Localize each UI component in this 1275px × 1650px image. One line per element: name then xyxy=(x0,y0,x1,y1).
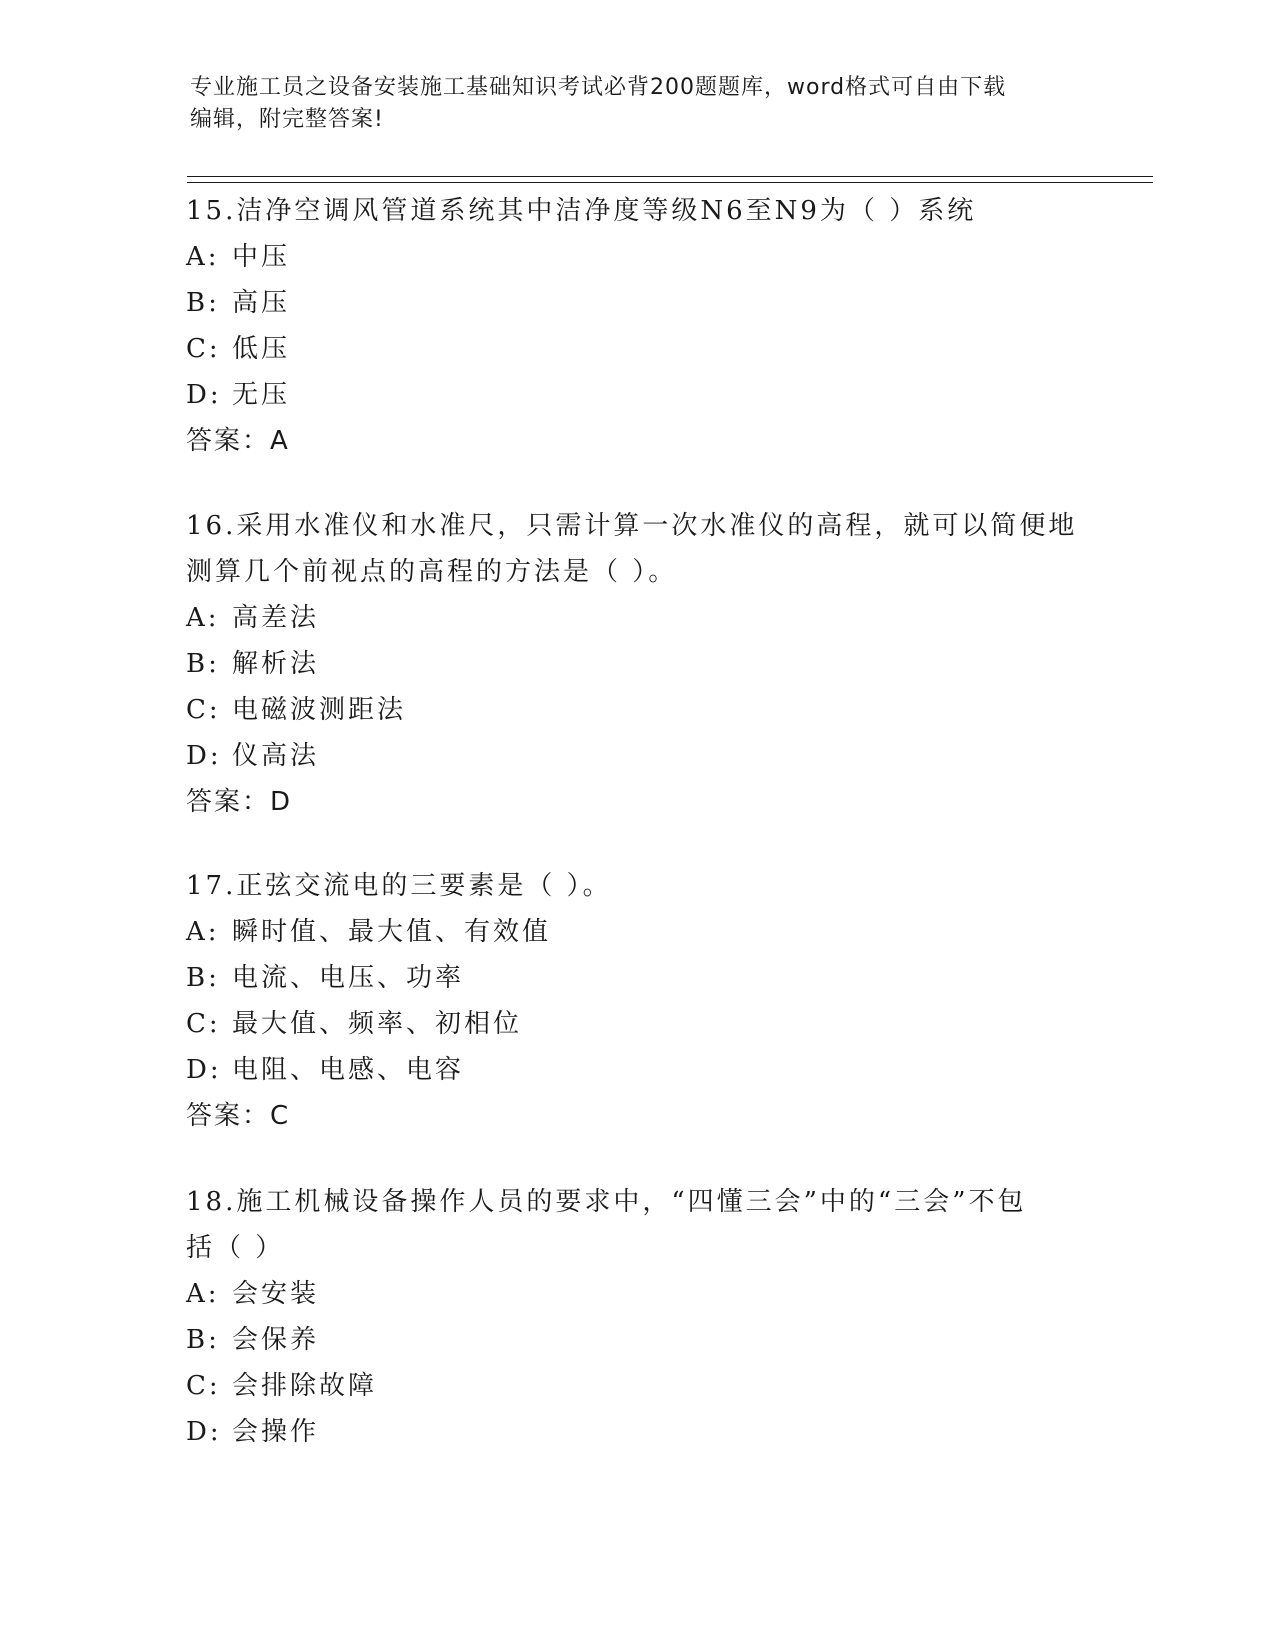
option-letter: B: xyxy=(186,649,220,679)
header-line-2: 编辑，附完整答案! xyxy=(190,107,384,132)
option-b xyxy=(186,280,1086,326)
answer-line: 答案：A xyxy=(186,426,290,456)
option-text: 低压 xyxy=(232,334,291,364)
question-text: 15.洁净空调风管道系统其中洁净度等级N6至N9为（ ）系统 xyxy=(186,196,977,226)
option-a xyxy=(186,234,1086,280)
option-b xyxy=(186,955,1086,1001)
question-text: 17.正弦交流电的三要素是（ ）。 xyxy=(186,871,612,901)
question-17 xyxy=(186,863,1086,1139)
option-text: 最大值、频率、初相位 xyxy=(232,1009,523,1039)
option-letter: C: xyxy=(186,1371,221,1401)
question-18 xyxy=(186,1179,1086,1455)
question-16 xyxy=(186,503,1086,825)
option-c xyxy=(186,326,1086,372)
option-c xyxy=(186,1363,1086,1409)
option-text: 会排除故障 xyxy=(232,1371,378,1401)
option-c xyxy=(186,1001,1086,1047)
option-letter: D: xyxy=(186,380,222,410)
option-text: 电磁波测距法 xyxy=(232,695,407,725)
option-text: 会安装 xyxy=(232,1279,320,1309)
option-letter: D: xyxy=(186,1055,222,1085)
option-text: 电阻、电感、电容 xyxy=(232,1055,465,1085)
option-text: 中压 xyxy=(232,242,291,272)
option-d xyxy=(186,733,1086,779)
option-text: 会保养 xyxy=(232,1325,320,1355)
question-text-line-2: 测算几个前视点的高程的方法是（ ）。 xyxy=(186,557,678,587)
option-letter: C: xyxy=(186,334,221,364)
option-letter: B: xyxy=(186,963,220,993)
option-text: 解析法 xyxy=(232,649,320,679)
option-a xyxy=(186,909,1086,955)
option-d xyxy=(186,1047,1086,1093)
option-letter: B: xyxy=(186,288,220,318)
option-text: 会操作 xyxy=(232,1417,320,1447)
question-text-line-2: 括（ ） xyxy=(186,1233,285,1263)
question-text-line-1: 18.施工机械设备操作人员的要求中，“四懂三会”中的“三会”不包 xyxy=(186,1187,1027,1217)
option-text: 无压 xyxy=(232,380,291,410)
option-c xyxy=(186,687,1086,733)
header-line-1: 专业施工员之设备安装施工基础知识考试必背200题题库，word格式可自由下载 xyxy=(190,75,1007,100)
option-a xyxy=(186,595,1086,641)
option-letter: B: xyxy=(186,1325,220,1355)
option-b xyxy=(186,641,1086,687)
option-letter: A: xyxy=(186,603,220,633)
option-letter: D: xyxy=(186,741,222,771)
option-text: 仪高法 xyxy=(232,741,320,771)
question-text-line-1: 16.采用水准仪和水准尺，只需计算一次水准仪的高程，就可以简便地 xyxy=(186,511,1078,541)
option-d xyxy=(186,1409,1086,1455)
option-text: 瞬时值、最大值、有效值 xyxy=(232,917,552,947)
option-letter: C: xyxy=(186,695,221,725)
option-letter: D: xyxy=(186,1417,222,1447)
answer-line: 答案：C xyxy=(186,1101,291,1131)
document-header xyxy=(190,72,1090,136)
option-letter: C: xyxy=(186,1009,221,1039)
option-a xyxy=(186,1271,1086,1317)
option-letter: A: xyxy=(186,917,220,947)
option-d xyxy=(186,372,1086,418)
answer-line: 答案：D xyxy=(186,787,293,817)
option-text: 电流、电压、功率 xyxy=(232,963,465,993)
option-b xyxy=(186,1317,1086,1363)
option-letter: A: xyxy=(186,242,220,272)
option-letter: A: xyxy=(186,1279,220,1309)
question-15 xyxy=(186,188,1086,464)
option-text: 高压 xyxy=(232,288,291,318)
header-divider-top xyxy=(187,176,1153,177)
option-text: 高差法 xyxy=(232,603,320,633)
header-divider-bottom xyxy=(187,182,1153,183)
